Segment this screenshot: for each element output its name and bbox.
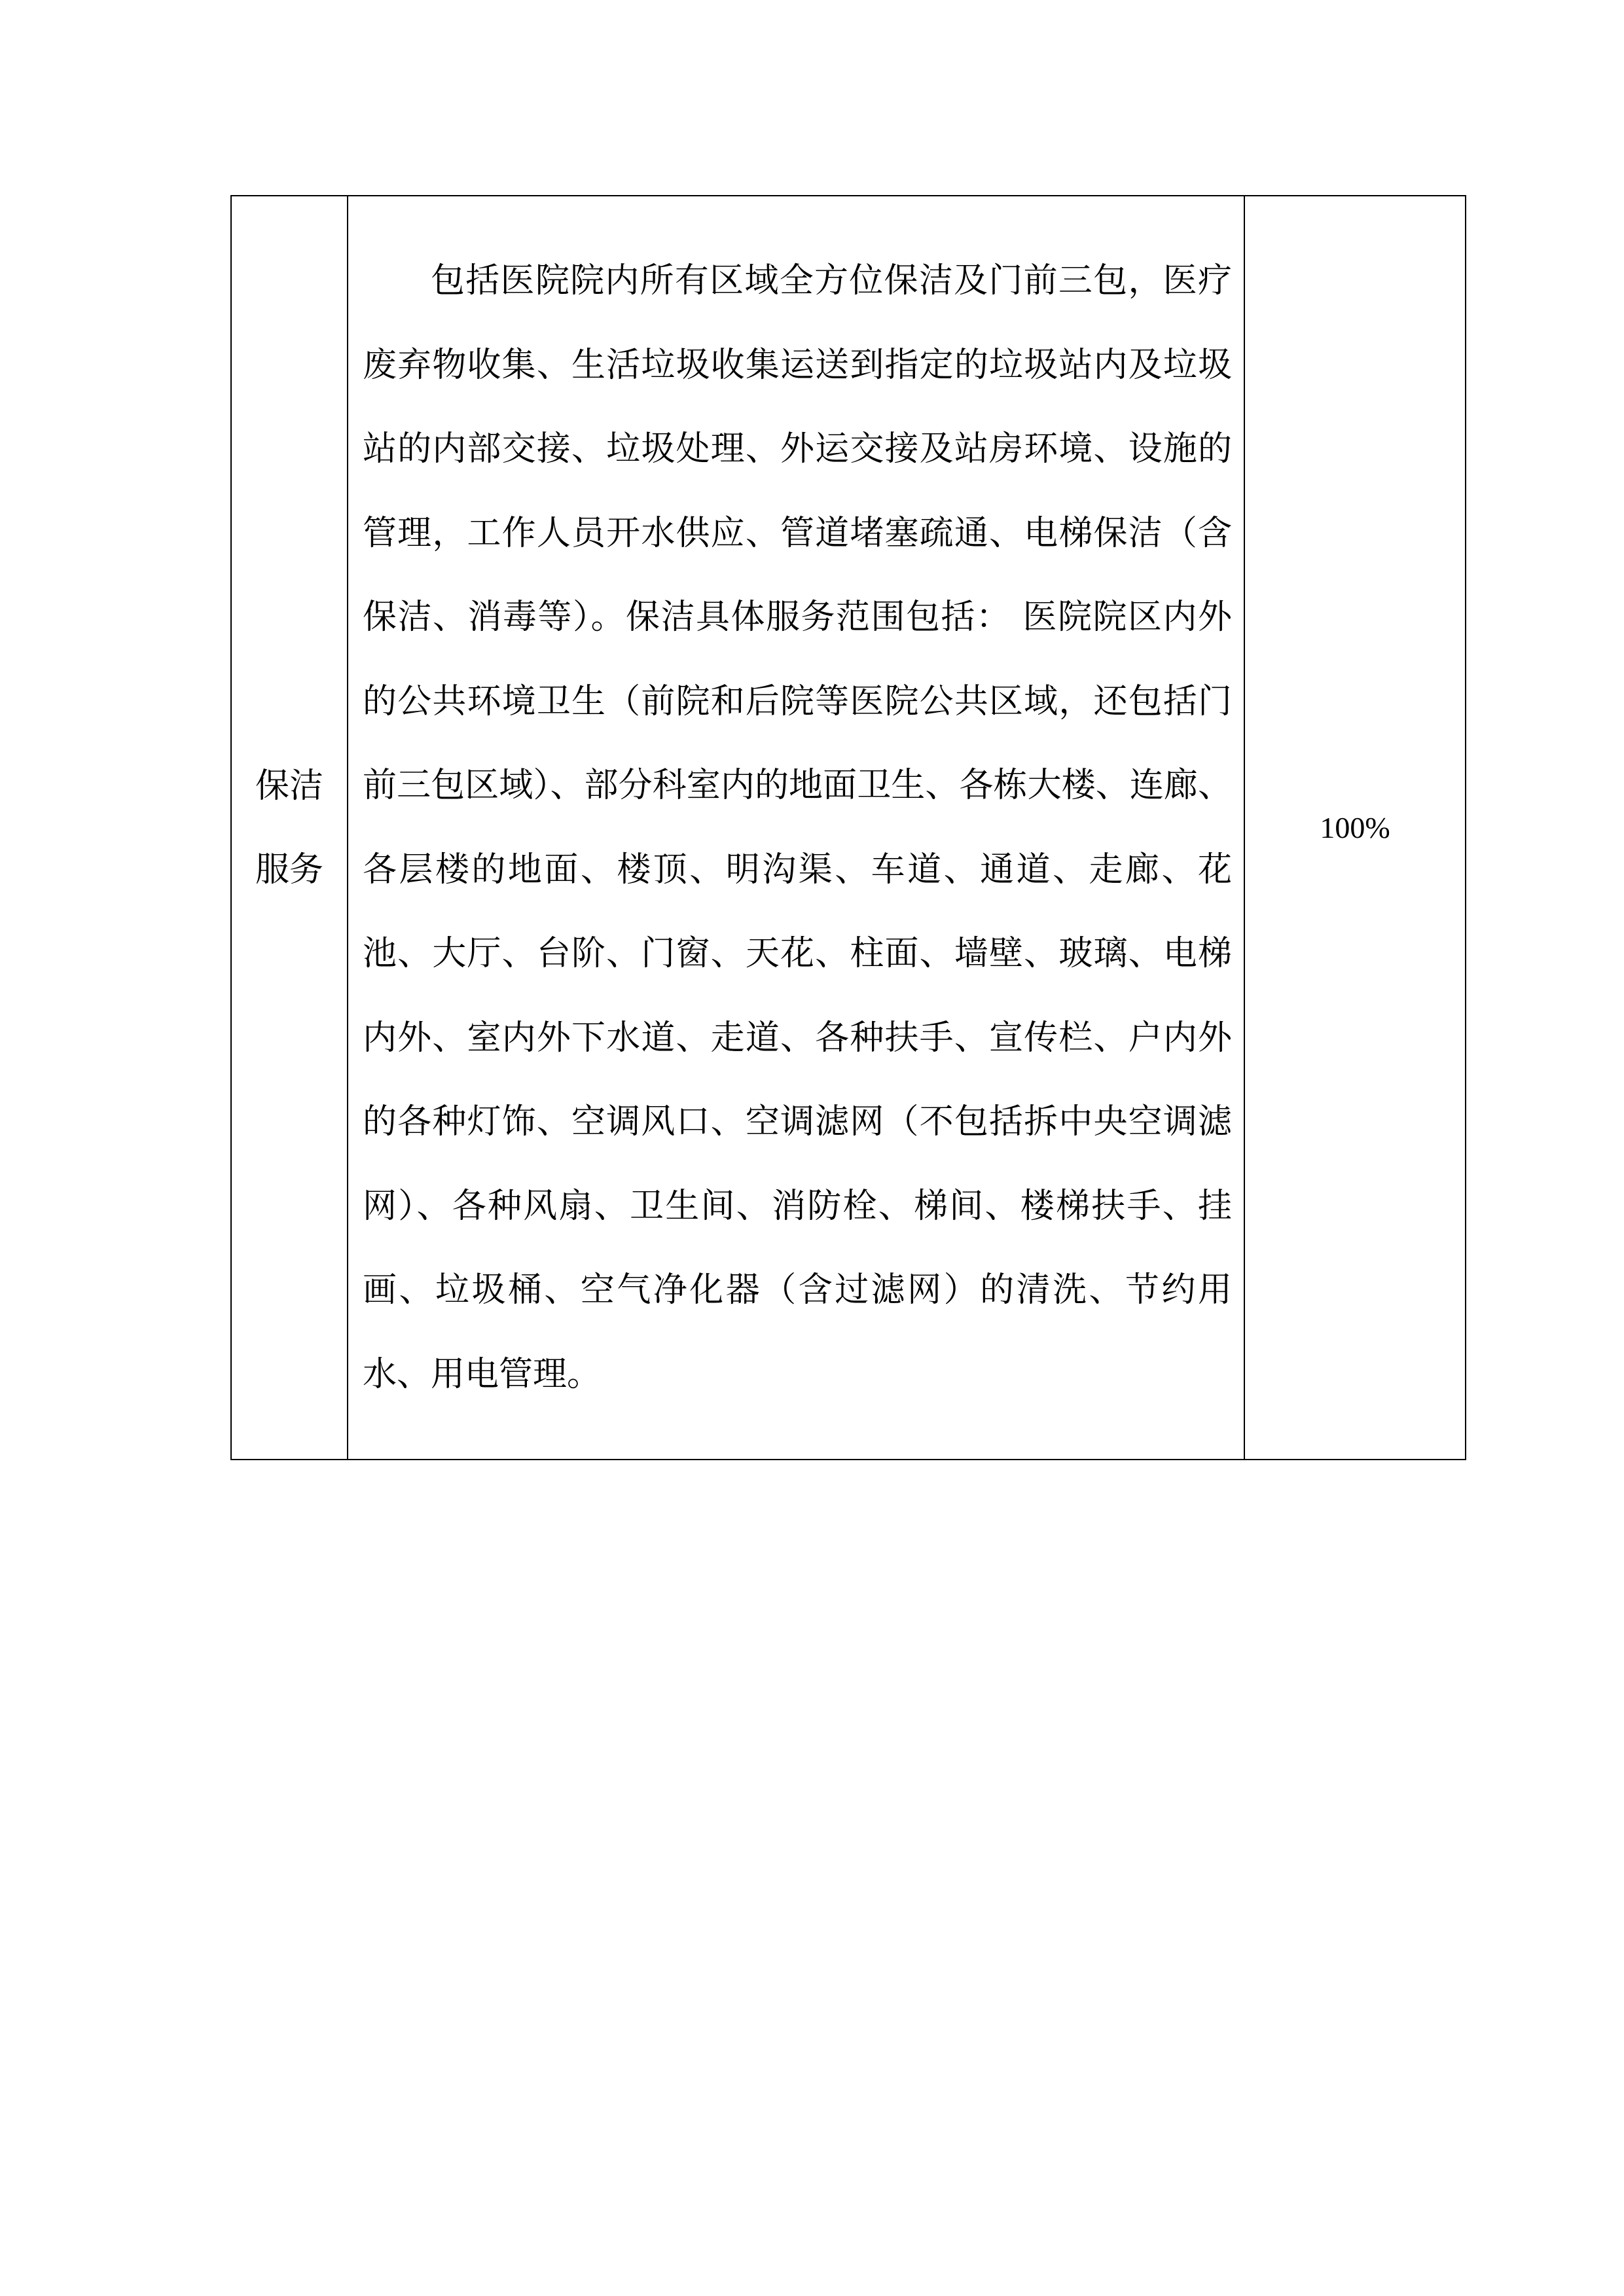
service-category-line2: 服务	[255, 850, 323, 889]
service-description-cell	[348, 196, 1244, 1460]
service-category-line1: 保洁	[255, 766, 323, 806]
service-percentage-value: 100%	[1320, 811, 1390, 844]
service-percentage-cell	[1244, 196, 1466, 1460]
table-row	[231, 196, 1466, 1460]
service-table	[230, 195, 1466, 1460]
service-category-cell	[231, 196, 348, 1460]
service-description-text: 包括医院院内所有区域全方位保洁及门前三包，医疗废弃物收集、生活垃圾收集运送到指定的垃圾站内及垃圾站的内部交接、垃圾处理、外运交接及站房环境、设施的管理，工作人员开水供应、管道堵塞疏通、电梯保洁（含保洁、消毒等）。保洁具体服务范围包括： 医院院区内外的公共环境卫生（前院和后院等医院公共区域，还包括门前三包区域）、部分科室内的地面卫生、各栋大楼、连廊、各层楼的地面、楼顶、明沟渠、车道、通道、走廊、花池、大厅、台阶、门窗、天花、柱面、墙壁、玻璃、电梯内外、室内外下水道、走道、各种扶手、宣传栏、户内外的各种灯饰、空调风口、空调滤网（不包括拆中央空调滤网）、各种风扇、卫生间、消防栓、梯间、楼梯扶手、挂画、垃圾桶、空气净化器（含过滤网）的清洗、节约用水、用电管理。	[363, 261, 1232, 1394]
